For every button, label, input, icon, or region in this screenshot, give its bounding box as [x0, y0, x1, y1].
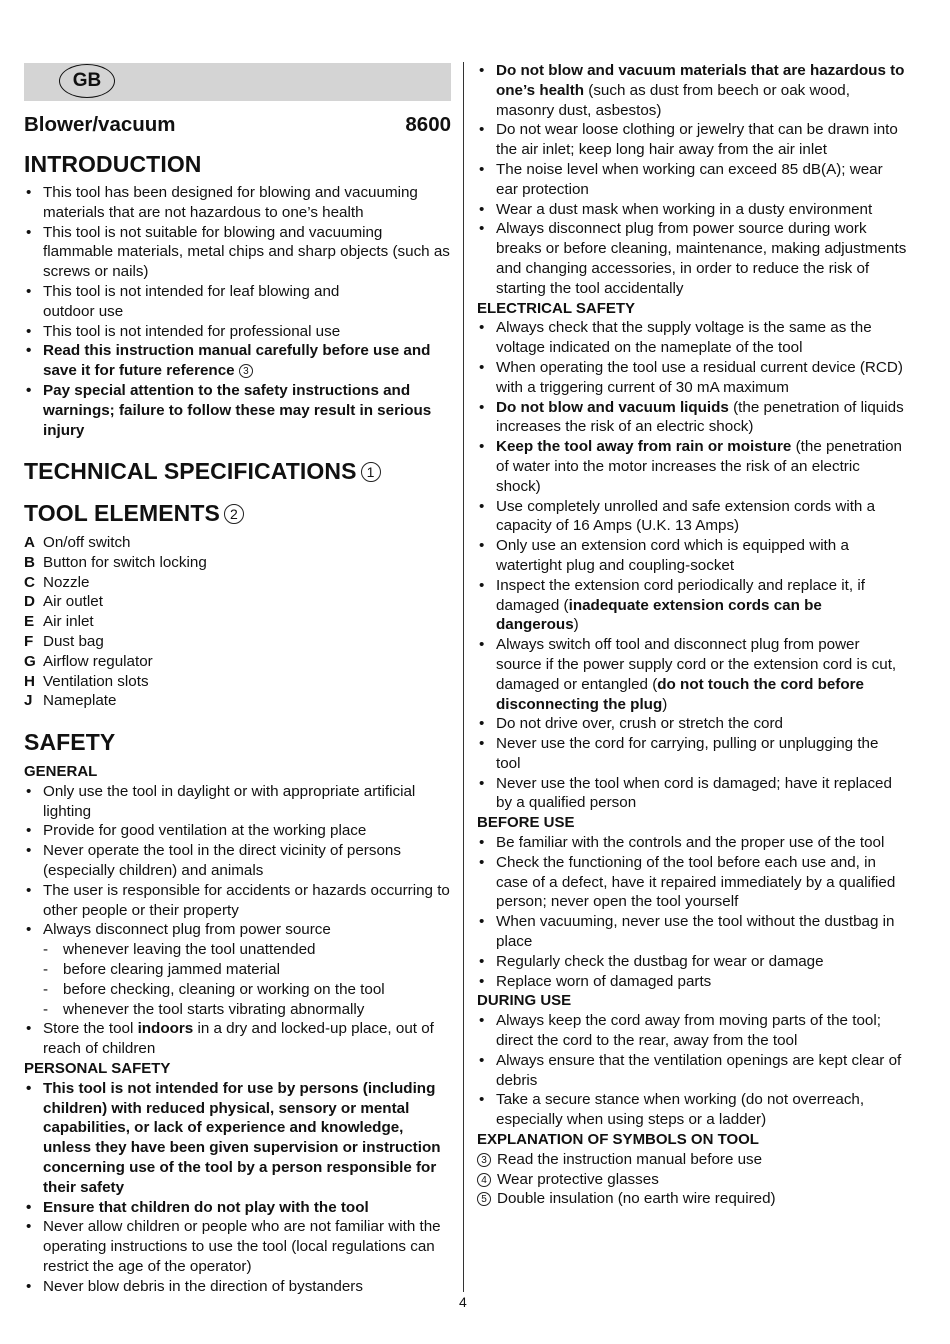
elements-heading: TOOL ELEMENTS 2	[24, 500, 244, 527]
list-item: A On/off switch	[24, 534, 131, 551]
list-item: • When vacuuming, never use the tool without the dustbag in place	[477, 912, 907, 952]
page-number: 4	[459, 1294, 467, 1310]
list-item: • Do not wear loose clothing or jewelry that can be drawn into the air inlet; keep long hair away from the air inlet	[477, 120, 907, 160]
model-number: 8600	[405, 113, 451, 136]
symbol-3-icon: 3	[477, 1153, 491, 1167]
list-item: • This tool is not intended for professional use	[24, 322, 452, 342]
list-item: • Provide for good ventilation at the working place	[24, 821, 452, 841]
general-list	[24, 782, 452, 940]
list-item: • The user is responsible for accidents or hazards occurring to other people or their property	[24, 881, 452, 921]
list-item: • Use completely unrolled and safe extension cords with a capacity of 16 Amps (U.K. 13 Amps)	[477, 497, 907, 537]
symbols-subheading: EXPLANATION OF SYMBOLS ON TOOL	[477, 1131, 759, 1149]
symbol-4-icon: 4	[477, 1173, 491, 1187]
list-item: • This tool has been designed for blowing and vacuuming materials that are not hazardous to one’s health	[24, 183, 452, 223]
list-item: • The noise level when working can exceed 85 dB(A); wear ear protection	[477, 160, 907, 200]
list-item: • Inspect the extension cord periodically and replace it, if damaged (inadequate extension cords can be dangerous)	[477, 576, 907, 635]
list-item: - before clearing jammed material	[43, 960, 452, 980]
electrical-safety-list	[477, 318, 907, 813]
list-item: • This tool is not suitable for blowing and vacuuming flammable materials, metal chips and sharp objects (such as screws or nails)	[24, 223, 452, 282]
list-item: • Take a secure stance when working (do not overreach, especially when using steps or a ladder)	[477, 1090, 907, 1130]
list-item: - before checking, cleaning or working on the tool	[43, 980, 452, 1000]
intro-heading: INTRODUCTION	[24, 151, 202, 177]
list-item: 4 Wear protective glasses	[477, 1170, 907, 1190]
personal-safety-list-cont	[477, 61, 907, 299]
list-item: • This tool is not intended for use by persons (including children) with reduced physical, sensory or mental capabilities, or lack of experience and knowledge, unless they have been given supervision or instruction concerning use of the tool by a person responsible for their safety	[24, 1079, 452, 1198]
list-item: E Air inlet	[24, 613, 94, 631]
list-item: C Nozzle	[24, 573, 90, 591]
general-list-cont	[24, 1019, 452, 1059]
safety-general-section	[24, 762, 452, 1297]
list-item: • Never operate the tool in the direct vicinity of persons (especially children) and animals	[24, 841, 452, 881]
list-item: D Air outlet	[24, 593, 103, 611]
list-item: • When operating the tool use a residual current device (RCD) with a triggering current of 30 mA maximum	[477, 358, 907, 398]
list-item: • Always disconnect plug from power source	[24, 920, 452, 940]
list-item: • Check the functioning of the tool before each use and, in case of a defect, have it repaired immediately by a qualified person; never open the tool yourself	[477, 853, 907, 912]
dash-list	[24, 940, 452, 1019]
symbols-list	[477, 1150, 907, 1209]
list-item: • This tool is not intended for leaf blowing and outdoor use	[24, 282, 452, 322]
before-use-subheading: BEFORE USE	[477, 814, 575, 832]
right-column	[477, 61, 907, 1209]
list-item: • Pay special attention to the safety instructions and warnings; failure to follow these may result in serious injury	[24, 381, 452, 440]
tool-elements-list	[24, 533, 452, 711]
list-item: • Never use the tool when cord is damaged; have it replaced by a qualified person	[477, 774, 907, 814]
list-item: • Be familiar with the controls and the proper use of the tool	[477, 833, 907, 853]
symbol-5-icon: 5	[477, 1192, 491, 1206]
list-item: • Never use the cord for carrying, pulling or unplugging the tool	[477, 734, 907, 774]
list-item: • Only use the tool in daylight or with appropriate artificial lighting	[24, 782, 452, 822]
document-title-row	[24, 113, 451, 137]
general-subheading: GENERAL	[24, 763, 98, 780]
list-item: • Read this instruction manual carefully before use and save it for future reference 3	[24, 341, 452, 381]
list-item: B Button for switch locking	[24, 553, 207, 571]
list-item: • Regularly check the dustbag for wear or damage	[477, 952, 907, 972]
list-item: • Do not drive over, crush or stretch the cord	[477, 714, 907, 734]
list-item: • Store the tool indoors in a dry and locked-up place, out of reach of children	[24, 1019, 452, 1059]
list-item: • Wear a dust mask when working in a dusty environment	[477, 200, 907, 220]
list-item: • Always disconnect plug from power source during work breaks or before cleaning, maintenance, making adjustments and changing accessories, in order to reduce the risk of starting the tool accidentally	[477, 219, 907, 298]
list-item: • Always check that the supply voltage is the same as the voltage indicated on the nameplate of the tool	[477, 318, 907, 358]
list-item: 3 Read the instruction manual before use	[477, 1150, 907, 1170]
list-item: • Only use an extension cord which is equipped with a watertight plug and coupling-socket	[477, 536, 907, 576]
list-item: • Always switch off tool and disconnect plug from power source if the power supply cord or the extension cord is cut, damaged or entangled (do not touch the cord before disconnecting the plug)	[477, 635, 907, 714]
personal-safety-subheading: PERSONAL SAFETY	[24, 1059, 171, 1077]
ref-1-icon: 1	[361, 462, 381, 482]
list-item: F Dust bag	[24, 632, 104, 650]
list-item: • Keep the tool away from rain or moisture (the penetration of water into the motor increases the risk of an electric shock)	[477, 437, 907, 496]
list-item: • Always ensure that the ventilation openings are kept clear of debris	[477, 1051, 907, 1091]
personal-safety-list	[24, 1079, 452, 1297]
list-item: J Nameplate	[24, 692, 117, 710]
list-item: 5 Double insulation (no earth wire required)	[477, 1189, 907, 1209]
list-item: - whenever the tool starts vibrating abnormally	[43, 1000, 452, 1020]
list-item: • Never blow debris in the direction of bystanders	[24, 1277, 452, 1297]
during-use-subheading: DURING USE	[477, 992, 572, 1010]
before-use-list	[477, 833, 907, 991]
during-use-list	[477, 1011, 907, 1130]
list-item: • Never allow children or people who are not familiar with the operating instructions to use the tool (local regulations can restrict the age of the operator)	[24, 1217, 452, 1276]
safety-heading: SAFETY	[24, 729, 116, 755]
column-divider	[463, 62, 464, 1292]
list-item: • Replace worn of damaged parts	[477, 972, 907, 992]
techspec-heading: TECHNICAL SPECIFICATIONS 1	[24, 458, 381, 485]
intro-list	[24, 183, 452, 440]
ref-3-icon: 3	[239, 364, 253, 378]
electrical-safety-subheading: ELECTRICAL SAFETY	[477, 299, 636, 317]
list-item: • Ensure that children do not play with the tool	[24, 1198, 452, 1218]
list-item: • Do not blow and vacuum materials that are hazardous to one’s health (such as dust from beech or oak wood, masonry dust, asbestos)	[477, 61, 907, 120]
list-item: - whenever leaving the tool unattended	[43, 940, 452, 960]
language-badge: GB	[59, 64, 115, 98]
list-item: H Ventilation slots	[24, 672, 149, 690]
ref-2-icon: 2	[224, 504, 244, 524]
list-item: G Airflow regulator	[24, 652, 153, 670]
product-name: Blower/vacuum	[24, 113, 176, 136]
list-item: • Do not blow and vacuum liquids (the penetration of liquids increases the risk of an electric shock)	[477, 398, 907, 438]
list-item: • Always keep the cord away from moving parts of the tool; direct the cord to the rear, away from the tool	[477, 1011, 907, 1051]
